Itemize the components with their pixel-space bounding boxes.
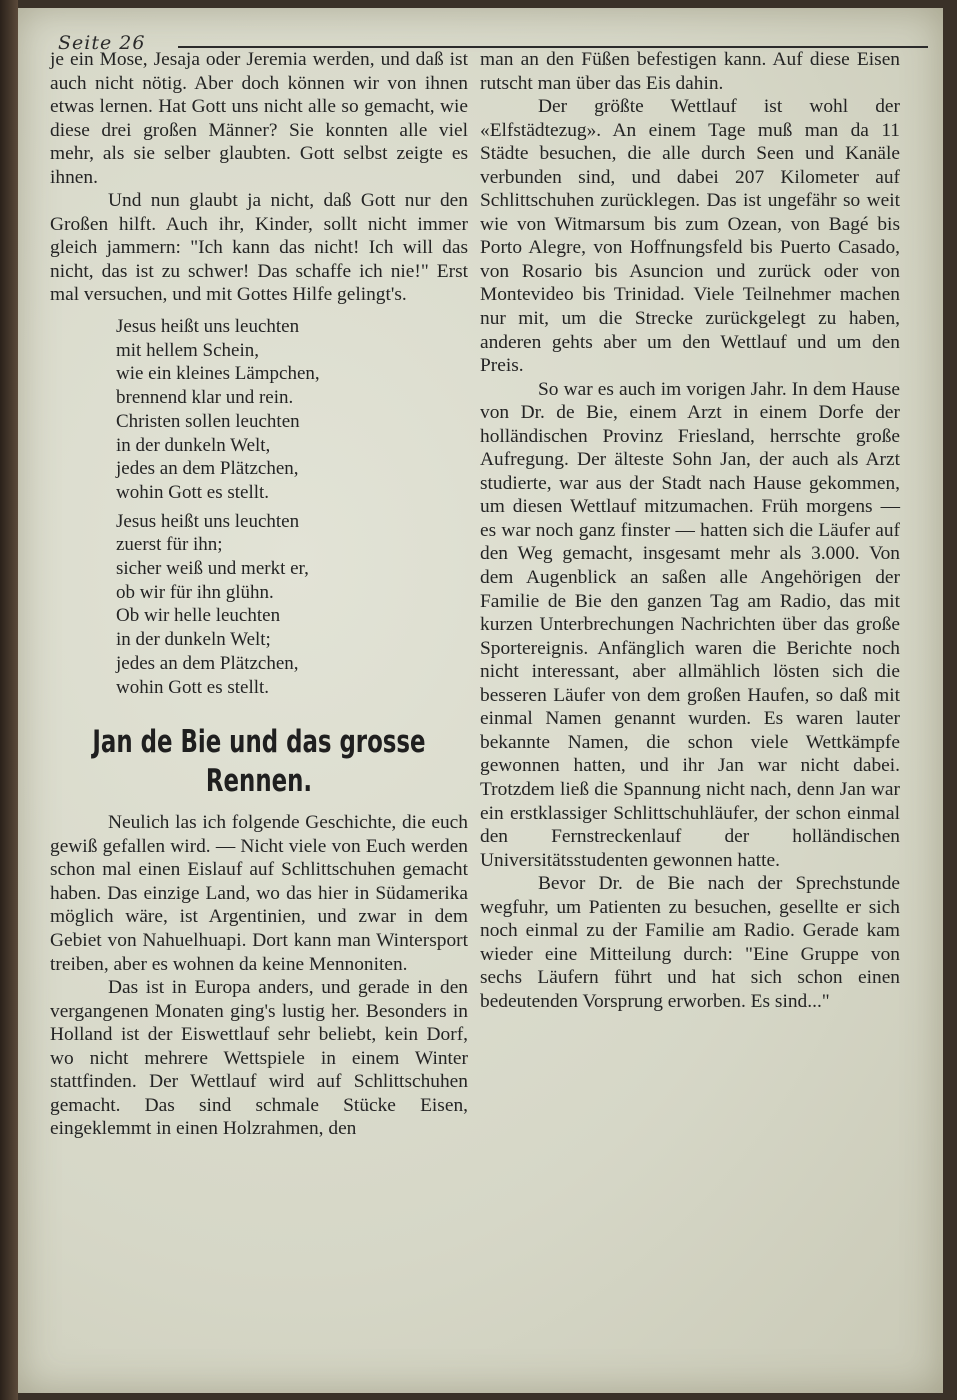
poem-line: Ob wir helle leuchten bbox=[116, 605, 281, 627]
paragraph-8: Bevor Dr. de Bie nach der Sprechstunde wegfuhr, um Patienten zu besuchen, gesellte er sich noch einmal zu der Familie am Radio. Gerade kam wieder eine Mitteilung durch: "Eine Gruppe von sechs Läufern führt und hat sich schon einen bedeutenden Vorsprung erworben. Es sind..." bbox=[480, 873, 900, 1012]
document-page bbox=[18, 8, 943, 1393]
paragraph-6: Der größte Wettlauf ist wohl der «Elfstädtezug». An einem Tage muß man da 11 Städte besuchen, die alle durch Seen und Kanäle verbunden sind, und dabei 207 Kilometer auf Schlittschuhen zurücklegen. Das ist ungefähr so weit wie von Witmarsum bis zum Ozean, von Bagé bis Porto Alegre, von Hoffnungsfeld bis Puerto Casado, von Rosario bis Asuncion und zurück oder von Montevideo bis Trinidad. Viele Teilnehmer machen nur mit, um die Strecke zurückgelegt zu haben, anderen gehts aber um den Wettlauf und um den Preis. bbox=[480, 96, 900, 377]
poem-line: wie ein kleines Lämpchen, bbox=[116, 363, 320, 385]
right-column bbox=[480, 48, 900, 1013]
paragraph-3: Neulich las ich folgende Geschichte, die euch gewiß gefallen wird. — Nicht viele von Euch werden schon mal einen Eislauf auf Schlittschuhen gemacht haben. Das einzige Land, wo das hier in Südamerika möglich wäre, ist Argentinien, und zwar in dem Gebiet von Nahuelhuapi. Dort kann man Wintersport treiben, aber es wohnen da keine Mennoniten. bbox=[50, 812, 468, 975]
article-title: Jan de Bie und das grosse Rennen. bbox=[92, 724, 426, 800]
paragraph-4: Das ist in Europa anders, und gerade in den vergangenen Monaten ging's lustig her. Besonders in Holland ist der Eiswettlauf sehr beliebt, kein Dorf, wo nicht mehrere Wettspiele in einem Winter stattfinden. Der Wettlauf wird auf Schlittschuhen gemacht. Das sind schmale Stücke Eisen, eingeklemmt in einen Holzrahmen, den bbox=[50, 977, 468, 1140]
poem-line: sicher weiß und merkt er, bbox=[116, 558, 309, 580]
page-number: Seite 26 bbox=[58, 32, 146, 54]
left-column bbox=[50, 48, 468, 1141]
poem-line: mit hellem Schein, bbox=[116, 339, 260, 361]
poem-line: jedes an dem Plätzchen, bbox=[116, 652, 299, 674]
poem-line: wohin Gott es stellt. bbox=[116, 481, 270, 503]
poem-line: jedes an dem Plätzchen, bbox=[116, 458, 299, 480]
poem-line: zuerst für ihn; bbox=[116, 534, 223, 556]
poem-line: Jesus heißt uns leuchten bbox=[116, 316, 300, 338]
poem-line: brennend klar und rein. bbox=[116, 387, 294, 409]
poem-line: in der dunkeln Welt; bbox=[116, 629, 271, 651]
poem-line: Jesus heißt uns leuchten bbox=[116, 510, 300, 532]
paragraph-2: Und nun glaubt ja nicht, daß Gott nur den Großen hilft. Auch ihr, Kinder, sollt nicht immer gleich jammern: "Ich kann das nicht! Ich will das nicht, das ist zu schwer! Das schaffe ich nie!" Erst mal versuchen, und mit Gottes Hilfe gelingt's. bbox=[50, 190, 468, 306]
poem-line: ob wir für ihn glühn. bbox=[116, 581, 274, 603]
paragraph-1: je ein Mose, Jesaja oder Jeremia werden, und daß ist auch nicht nötig. Aber doch können wir von ihnen etwas lernen. Hat Gott uns nicht alle so gemacht, wie diese drei großen Männer? Sie konnten alle viel mehr, als sie selber glaubten. Gott selbst zeigte es ihnen. bbox=[50, 49, 468, 188]
book-spine-edge bbox=[0, 0, 18, 1400]
paragraph-5: man an den Füßen befestigen kann. Auf diese Eisen rutscht man über das Eis dahin. bbox=[480, 49, 900, 94]
poem bbox=[116, 315, 468, 699]
poem-line: wohin Gott es stellt. bbox=[116, 676, 270, 698]
poem-line: in der dunkeln Welt, bbox=[116, 434, 271, 456]
paragraph-7: So war es auch im vorigen Jahr. In dem Hause von Dr. de Bie, einem Arzt in einem Dorfe der holländischen Provinz Friesland, herrschte große Aufregung. Der älteste Sohn Jan, der auch als Arzt studierte, war aus der Stadt nach Hause gekommen, um diesen Wettlauf mitzumachen. Früh morgens — es war noch ganz finster — hatten sich die Läufer auf den Weg gemacht, insgesamt mehr als 3.000. Von dem Augenblick an saßen alle Angehörigen der Familie de Bie den ganzen Tag am Radio, das mit kurzen Unterbrechungen Nachrichten über das große Sportereignis. Anfänglich waren die Berichte noch nicht interessant, aber allmählich lösten sich die besseren Läufer von dem großen Haufen, so daß mit einmal Namen genannt wurden. Es waren lauter bekannte Namen, die schon viele Wettkämpfe gewonnen hatten, und ihr Jan war nicht dabei. Trotzdem ließ die Spannung nicht nach, denn Jan war ein erstklassiger Schlittschuhläufer, der schon einmal den Fernstreckenlauf der holländischen Universitätsstudenten gewonnen hatte. bbox=[480, 378, 900, 871]
poem-line: Christen sollen leuchten bbox=[116, 410, 300, 432]
